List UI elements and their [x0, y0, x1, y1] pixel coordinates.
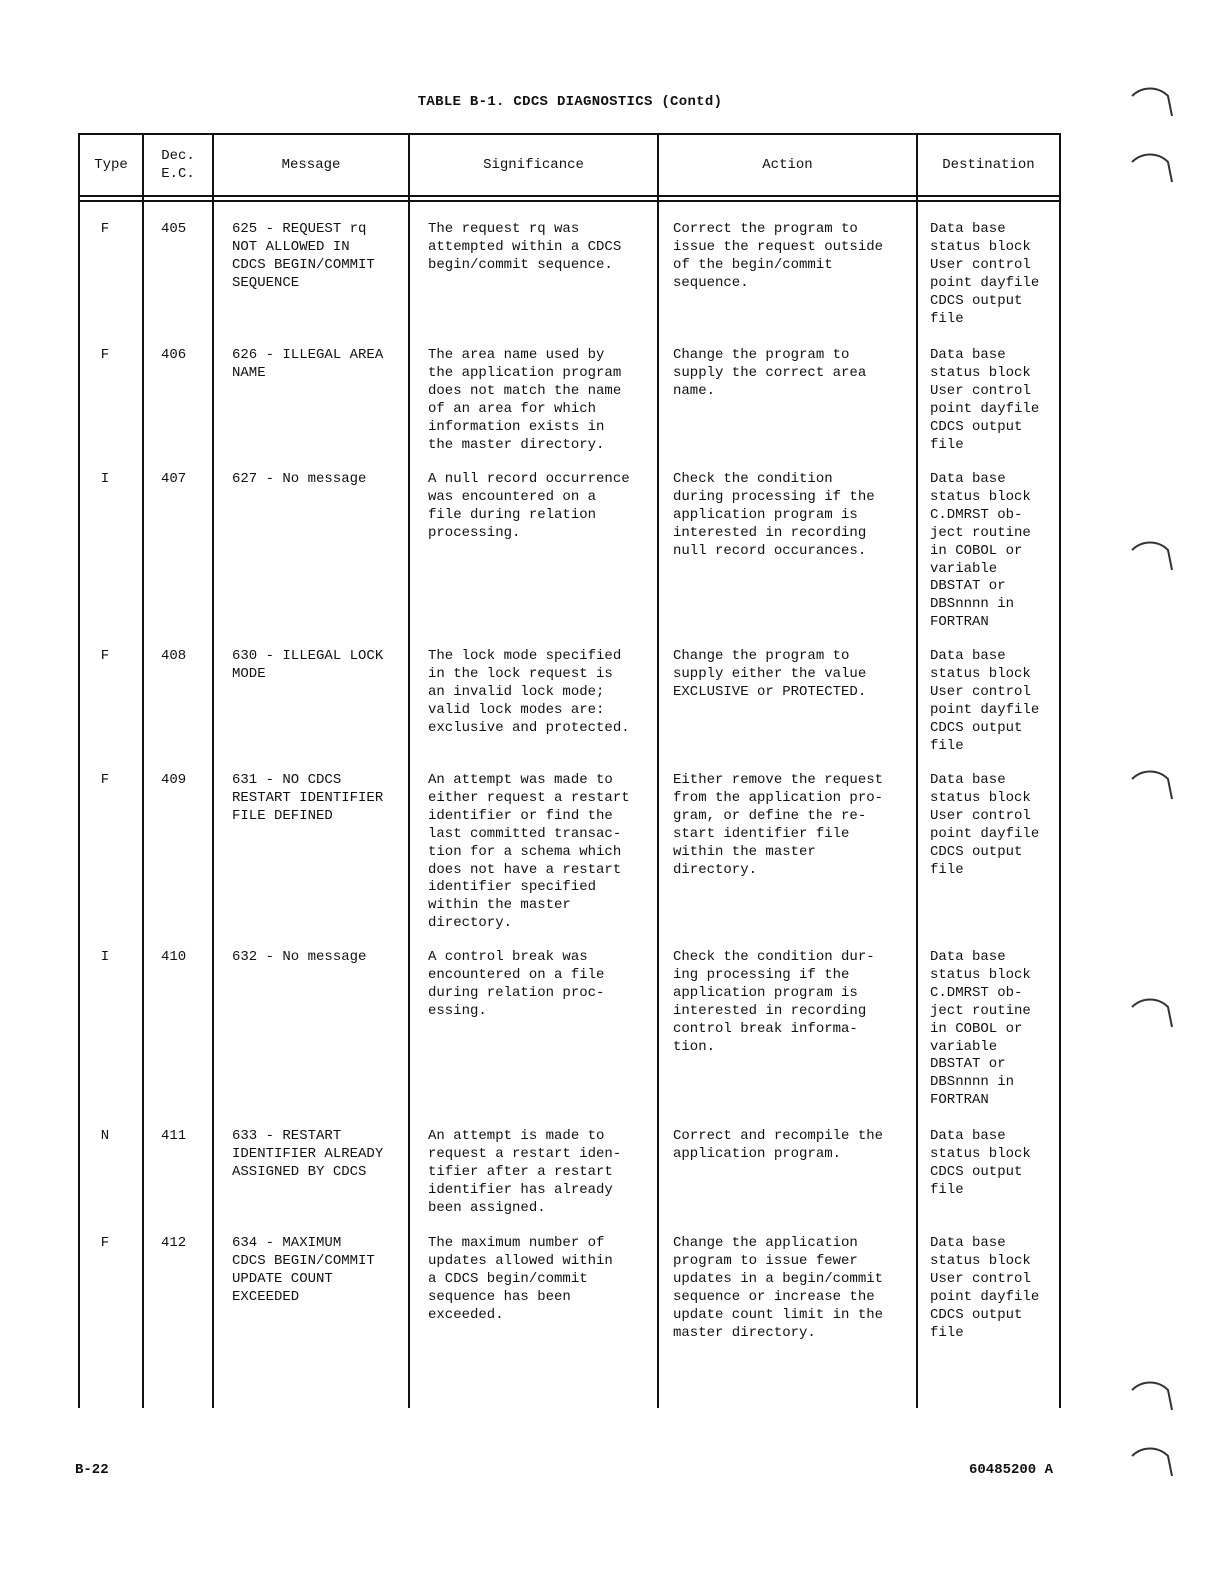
- cell-destination: Data base status block User control point dayfile CDCS output file: [930, 1235, 1040, 1341]
- binder-hole-icon: [1128, 536, 1176, 574]
- header-dec: Dec. E.C.: [161, 148, 195, 182]
- header-significance: Significance: [483, 157, 584, 173]
- cell-message: 627 - No message: [232, 471, 367, 487]
- cell-significance: A null record occurrence was encountered on a file during relation processing.: [428, 471, 630, 541]
- document-number: 60485200 A: [969, 1462, 1054, 1478]
- cell-dec: 406: [161, 347, 187, 363]
- cell-message: 633 - RESTART IDENTIFIER ALREADY ASSIGNED BY CDCS: [232, 1128, 384, 1180]
- cell-destination: Data base status block User control point dayfile CDCS output file: [930, 772, 1040, 878]
- cell-action: Change the application program to issue fewer updates in a begin/commit sequence or increase the update count limit in the master directory.: [673, 1235, 884, 1341]
- binder-hole-icon: [1128, 765, 1176, 803]
- cell-dec: 407: [161, 471, 187, 487]
- cell-action: Change the program to supply either the value EXCLUSIVE or PROTECTED.: [673, 648, 867, 700]
- cell-message: 634 - MAXIMUM CDCS BEGIN/COMMIT UPDATE COUNT EXCEEDED: [232, 1235, 375, 1305]
- cell-action: Correct and recompile the application program.: [673, 1128, 884, 1162]
- cell-type: I: [100, 471, 110, 487]
- cell-dec: 410: [161, 949, 187, 965]
- binder-hole-icon: [1128, 82, 1176, 120]
- binder-hole-icon: [1128, 148, 1176, 186]
- cell-destination: Data base status block C.DMRST ob- ject routine in COBOL or variable DBSTAT or DBSnnnn in FORTRAN: [930, 471, 1031, 631]
- column-border-dec: [212, 133, 214, 1408]
- cell-dec: 409: [161, 772, 187, 788]
- cell-type: F: [100, 1235, 110, 1251]
- binder-hole-icon: [1128, 1376, 1176, 1414]
- cell-significance: The request rq was attempted within a CDCS begin/commit sequence.: [428, 221, 622, 273]
- cell-message: 632 - No message: [232, 949, 367, 965]
- cell-dec: 405: [161, 221, 187, 237]
- cell-significance: An attempt was made to either request a restart identifier or find the last committed transac- tion for a schema which does not have a restart identifier specified within the master directory.: [428, 772, 630, 932]
- header-destination: Destination: [942, 157, 1035, 173]
- cell-significance: The lock mode specified in the lock request is an invalid lock mode; valid lock modes are: exclusive and protected.: [428, 648, 630, 736]
- column-border-left: [78, 133, 80, 1408]
- binder-hole-icon: [1128, 993, 1176, 1031]
- cell-message: 630 - ILLEGAL LOCK MODE: [232, 648, 384, 682]
- cell-significance: The maximum number of updates allowed within a CDCS begin/commit sequence has been exceeded.: [428, 1235, 613, 1323]
- page-number: B-22: [75, 1462, 109, 1478]
- column-border-type: [142, 133, 144, 1408]
- cell-dec: 408: [161, 648, 187, 664]
- cell-type: I: [100, 949, 110, 965]
- cell-action: Either remove the request from the application pro- gram, or define the re- start identifier file within the master directory.: [673, 772, 884, 878]
- cell-message: 626 - ILLEGAL AREA NAME: [232, 347, 384, 381]
- header-message: Message: [281, 157, 341, 173]
- cell-dec: 411: [161, 1128, 187, 1144]
- binder-hole-icon: [1128, 1442, 1176, 1480]
- cell-type: N: [100, 1128, 110, 1144]
- cell-action: Check the condition dur- ing processing if the application program is interested in recording control break informa- tion.: [673, 949, 875, 1055]
- column-border-significance: [657, 133, 659, 1408]
- cell-type: F: [100, 648, 110, 664]
- cell-message: 625 - REQUEST rq NOT ALLOWED IN CDCS BEGIN/COMMIT SEQUENCE: [232, 221, 375, 291]
- header-rule-1: [78, 195, 1061, 197]
- cell-action: Change the program to supply the correct area name.: [673, 347, 867, 399]
- cell-type: F: [100, 347, 110, 363]
- cell-destination: Data base status block User control point dayfile CDCS output file: [930, 221, 1040, 327]
- cell-destination: Data base status block CDCS output file: [930, 1128, 1031, 1198]
- cell-significance: A control break was encountered on a file during relation proc- essing.: [428, 949, 605, 1019]
- cell-significance: An attempt is made to request a restart iden- tifier after a restart identifier has already been assigned.: [428, 1128, 622, 1216]
- cell-dec: 412: [161, 1235, 187, 1251]
- cell-destination: Data base status block C.DMRST ob- ject routine in COBOL or variable DBSTAT or DBSnnnn in FORTRAN: [930, 949, 1031, 1109]
- header-type: Type: [94, 157, 128, 173]
- column-border-right: [1059, 133, 1061, 1408]
- cell-destination: Data base status block User control point dayfile CDCS output file: [930, 347, 1040, 453]
- cell-message: 631 - NO CDCS RESTART IDENTIFIER FILE DEFINED: [232, 772, 384, 824]
- cell-destination: Data base status block User control point dayfile CDCS output file: [930, 648, 1040, 754]
- page-title: TABLE B-1. CDCS DIAGNOSTICS (Contd): [417, 94, 723, 110]
- cell-action: Correct the program to issue the request outside of the begin/commit sequence.: [673, 221, 884, 291]
- cell-type: F: [100, 772, 110, 788]
- cell-action: Check the condition during processing if the application program is interested in recording null record occurances.: [673, 471, 875, 559]
- column-border-action: [916, 133, 918, 1408]
- cell-significance: The area name used by the application program does not match the name of an area for which information exists in the master directory.: [428, 347, 622, 453]
- header-action: Action: [762, 157, 813, 173]
- header-rule-2: [78, 200, 1061, 202]
- cell-type: F: [100, 221, 110, 237]
- column-border-message: [408, 133, 410, 1408]
